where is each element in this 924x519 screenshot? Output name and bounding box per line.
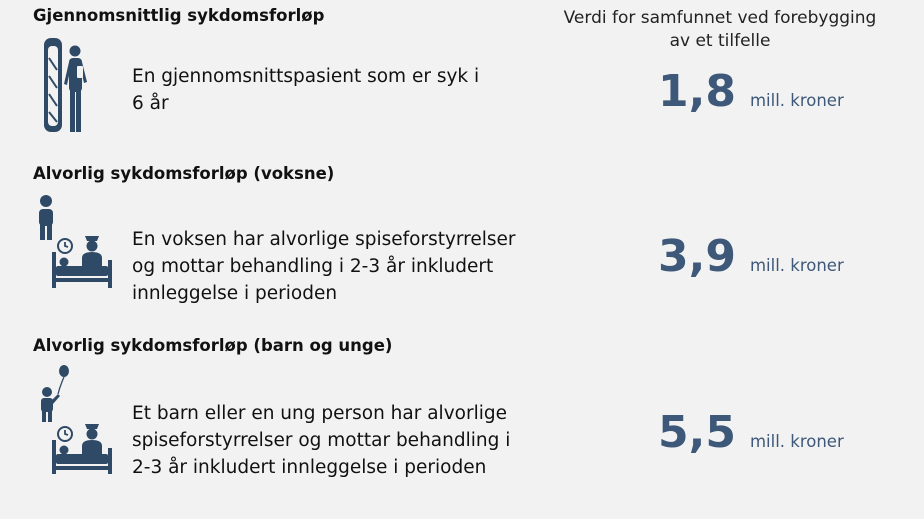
section-2-description [132,226,552,307]
section-3-value-row [658,407,844,458]
value-column-header [560,7,880,53]
value-column-header-line2: av et tilfelle [669,31,771,51]
value-column-header-line1: Verdi for samfunnet ved forebygging [563,8,877,28]
section-1-description-line2: 6 år [132,93,169,114]
section-2-value: 3,9 [658,231,736,282]
section-1-description-line1: En gjennomsnittspasient som er syk i [132,66,480,87]
section-1-value-row [658,66,844,117]
section-1-unit: mill. kroner [749,91,844,110]
section-3-description-line3: 2-3 år inkludert innleggelse i perioden [132,457,487,478]
section-3-description [132,400,552,481]
section-2-value-row [658,231,844,282]
section-2-title: Alvorlig sykdomsforløp (voksne) [33,164,335,183]
child-balloon-hospital-bed-icon [36,364,116,476]
adult-hospital-bed-icon [36,194,116,290]
section-1-value: 1,8 [658,66,736,117]
section-3-description-line1: Et barn eller en ung person har alvorlige [132,403,507,424]
section-3-unit: mill. kroner [749,432,844,451]
section-3-title: Alvorlig sykdomsforløp (barn og unge) [33,336,393,355]
section-2-description-line3: innleggelse i perioden [132,283,338,304]
section-1-title: Gjennomsnittlig sykdomsforløp [33,6,325,25]
section-2-description-line1: En voksen har alvorlige spiseforstyrrelser [132,229,516,250]
section-3-value: 5,5 [658,407,736,458]
section-1-description [132,63,532,117]
calendar-person-icon [40,36,96,136]
section-3-description-line2: spiseforstyrrelser og mottar behandling i [132,430,511,451]
section-2-unit: mill. kroner [749,256,844,275]
section-2-description-line2: og mottar behandling i 2-3 år inkludert [132,256,494,277]
